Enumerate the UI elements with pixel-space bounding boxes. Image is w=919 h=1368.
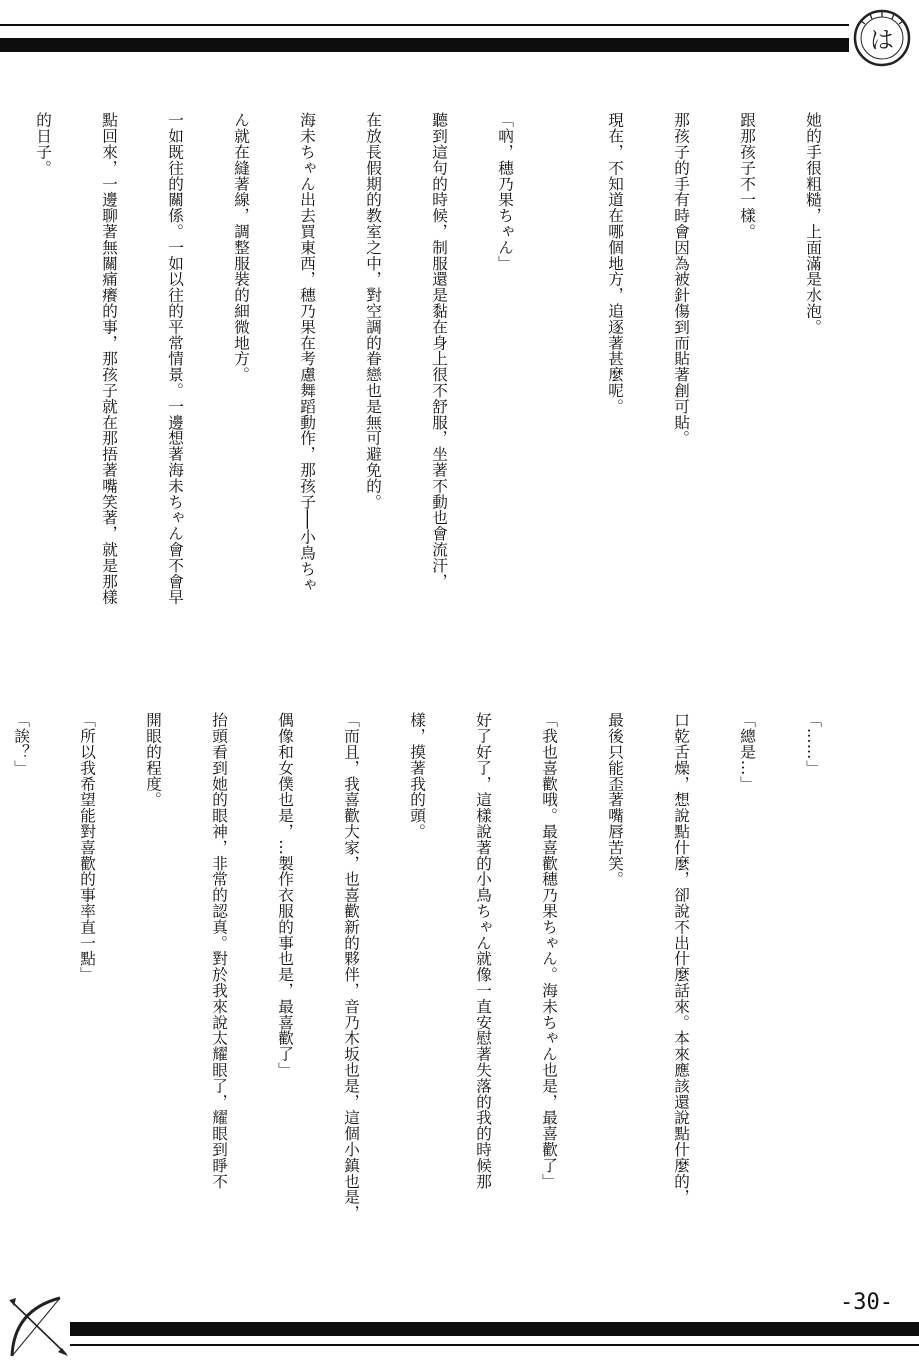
text-column: 那孩子的手有時會因為被針傷到而貼著創可貼。: [672, 112, 690, 446]
text-column: 樣，摸著我的頭。: [408, 712, 426, 840]
text-column: 開眼的程度。: [144, 712, 162, 808]
text-column: 點回來，一邊聊著無關痛癢的事，那孩子就在那捂著嘴笑著，就是那樣: [100, 112, 118, 605]
text-column: 的日子。: [34, 112, 52, 176]
text-column: 她的手很粗糙，上面滿是水泡。: [804, 112, 822, 335]
header-rule-thin: [0, 24, 849, 26]
page-number: -30-: [840, 1290, 893, 1315]
footer-rule-band: [70, 1322, 919, 1336]
text-column: 「誒？」: [12, 712, 30, 776]
passage-lower: [12, 712, 868, 1272]
round-stamp-emblem-icon: [852, 8, 912, 68]
emblem-glyph: は: [870, 26, 894, 54]
passage-upper: [34, 112, 868, 672]
text-column: 最後只能歪著嘴唇苦笑。: [606, 712, 624, 887]
text-column: ん就在縫著線，調整服裝的細微地方。: [232, 112, 250, 383]
header-rule-band: [0, 38, 849, 52]
text-column: 在放長假期的教室之中，對空調的眷戀也是無可避免的。: [364, 112, 382, 510]
text-column: 「總是…」: [738, 712, 756, 792]
text-column: 口乾舌燥，想說點什麼，卻說不出什麼話來。本來應該還說點什麼的，: [672, 712, 690, 1205]
text-column: 聽到這句的時候，制服還是黏在身上很不舒服，坐著不動也會流汗，: [430, 112, 448, 589]
text-column: 「吶，穗乃果ちゃん」: [496, 112, 514, 271]
text-column: 「所以我希望能對喜歡的事率直一點」: [78, 712, 96, 983]
text-column: 抬頭看到她的眼神，非常的認真。對於我來說太耀眼了，耀眼到睜不: [210, 712, 228, 1189]
text-column: 「而且，我喜歡大家，也喜歡新的夥伴，音乃木坂也是，這個小鎮也是，: [342, 712, 360, 1221]
text-column: 偶像和女僕也是，…製作衣服的事也是，最喜歡了」: [276, 712, 294, 1078]
text-column: 一如既往的關係。一如以往的平常情景。一邊想著海未ちゃん會不會早: [166, 112, 184, 605]
text-column: 好了好了，這樣說著的小鳥ちゃん就像一直安慰著失落的我的時候那: [474, 712, 492, 1189]
footer-rule-thin: [70, 1344, 919, 1346]
text-column: 跟那孩子不一樣。: [738, 112, 756, 240]
text-column: 海未ちゃん出去買東西，穗乃果在考慮舞蹈動作，那孩子──小鳥ちゃ: [298, 112, 316, 593]
text-column: 「我也喜歡哦。最喜歡穗乃果ちゃん。海未ちゃん也是，最喜歡了」: [540, 712, 558, 1189]
text-column: 「……」: [804, 712, 822, 776]
bow-and-arrow-ornament-icon: [4, 1286, 74, 1362]
text-column: 現在，不知道在哪個地方，追逐著甚麼呢。: [606, 112, 624, 415]
